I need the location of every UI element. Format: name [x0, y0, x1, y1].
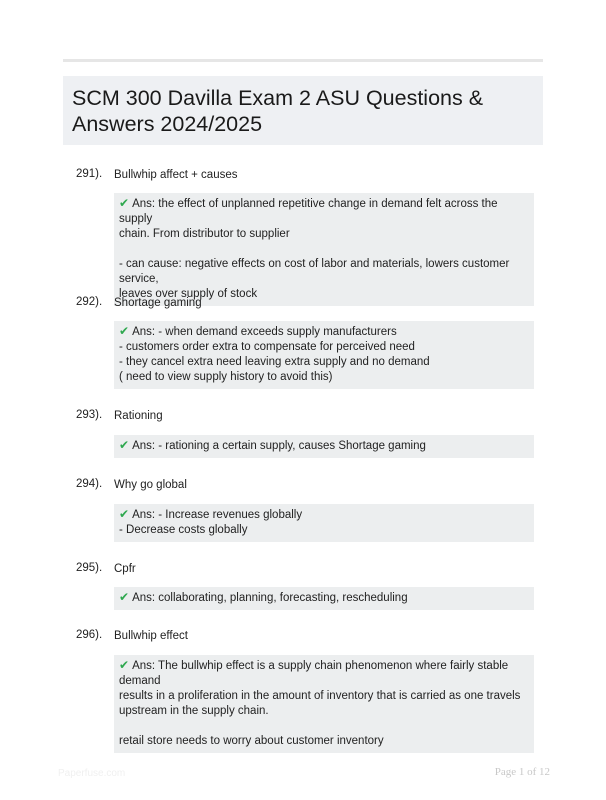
page-number: Page 1 of 12 — [494, 766, 550, 778]
question-text: Why go global — [114, 479, 187, 491]
answer-text: - customers order extra to compensate for perceived need — [119, 341, 415, 353]
answer-line — [119, 438, 529, 454]
answer-text: ( need to view supply history to avoid this) — [119, 371, 333, 383]
top-rule — [63, 59, 543, 62]
answer-box — [114, 435, 534, 458]
answer-text: Ans: - when demand exceeds supply manufacturers — [132, 326, 397, 338]
answer-text: - they cancel extra need leaving extra supply and no demand — [119, 356, 430, 368]
answer-line — [119, 658, 529, 689]
question-number: 293). — [76, 409, 103, 421]
answer-text: leaves over supply of stock — [119, 288, 258, 300]
answer-line — [119, 719, 529, 734]
answer-line — [119, 370, 529, 385]
answer-text: retail store needs to worry about customer inventory — [119, 735, 384, 747]
question-number: 292). — [76, 296, 103, 308]
answer-text: Ans: - rationing a certain supply, causes Shortage gaming — [132, 440, 426, 452]
question-text: Bullwhip affect + causes — [114, 169, 238, 181]
question-text: Shortage gaming — [114, 297, 202, 309]
answer-line — [119, 523, 529, 538]
answer-line — [119, 227, 529, 242]
answer-text: Ans: - Increase revenues globally — [132, 509, 303, 521]
question-number: 295). — [76, 562, 103, 574]
answer-box — [114, 321, 534, 389]
title-box — [63, 76, 543, 145]
check-icon: ✔ — [119, 658, 130, 672]
answer-line — [119, 340, 529, 355]
check-icon: ✔ — [119, 507, 130, 521]
answer-text: - Decrease costs globally — [119, 524, 248, 536]
answer-text: Ans: the effect of unplanned repetitive change in demand felt across the supply — [119, 198, 498, 225]
answer-box — [114, 193, 534, 306]
check-icon: ✔ — [119, 324, 130, 338]
answer-text: upstream in the supply chain. — [119, 705, 269, 717]
check-icon: ✔ — [119, 196, 130, 210]
footer-watermark: Paperfuse.com — [58, 768, 126, 779]
answer-line — [119, 355, 529, 370]
question-number: 294). — [76, 478, 103, 490]
answer-text: results in a proliferation in the amount of inventory that is carried as one travels — [119, 690, 521, 702]
answer-text: chain. From distributor to supplier — [119, 228, 290, 240]
answer-text: Ans: collaborating, planning, forecasting, rescheduling — [132, 592, 408, 604]
answer-line — [119, 704, 529, 719]
check-icon: ✔ — [119, 590, 130, 604]
answer-line — [119, 507, 529, 523]
document-title: SCM 300 Davilla Exam 2 ASU Questions & Answers 2024/2025 — [72, 86, 484, 136]
answer-line — [119, 734, 529, 749]
answer-line — [119, 590, 529, 606]
question-number: 291). — [76, 168, 103, 180]
answer-line — [119, 324, 529, 340]
answer-box — [114, 587, 534, 610]
answer-box — [114, 504, 534, 542]
answer-line — [119, 242, 529, 257]
answer-text: - can cause: negative effects on cost of labor and materials, lowers customer service, — [119, 258, 510, 285]
answer-line — [119, 257, 529, 287]
answer-box — [114, 655, 534, 753]
question-text: Rationing — [114, 410, 163, 422]
answer-line — [119, 196, 529, 227]
check-icon: ✔ — [119, 438, 130, 452]
question-text: Bullwhip effect — [114, 630, 188, 642]
question-text: Cpfr — [114, 563, 136, 575]
question-number: 296). — [76, 629, 103, 641]
answer-line — [119, 689, 529, 704]
answer-text: Ans: The bullwhip effect is a supply chain phenomenon where fairly stable demand — [119, 660, 509, 687]
